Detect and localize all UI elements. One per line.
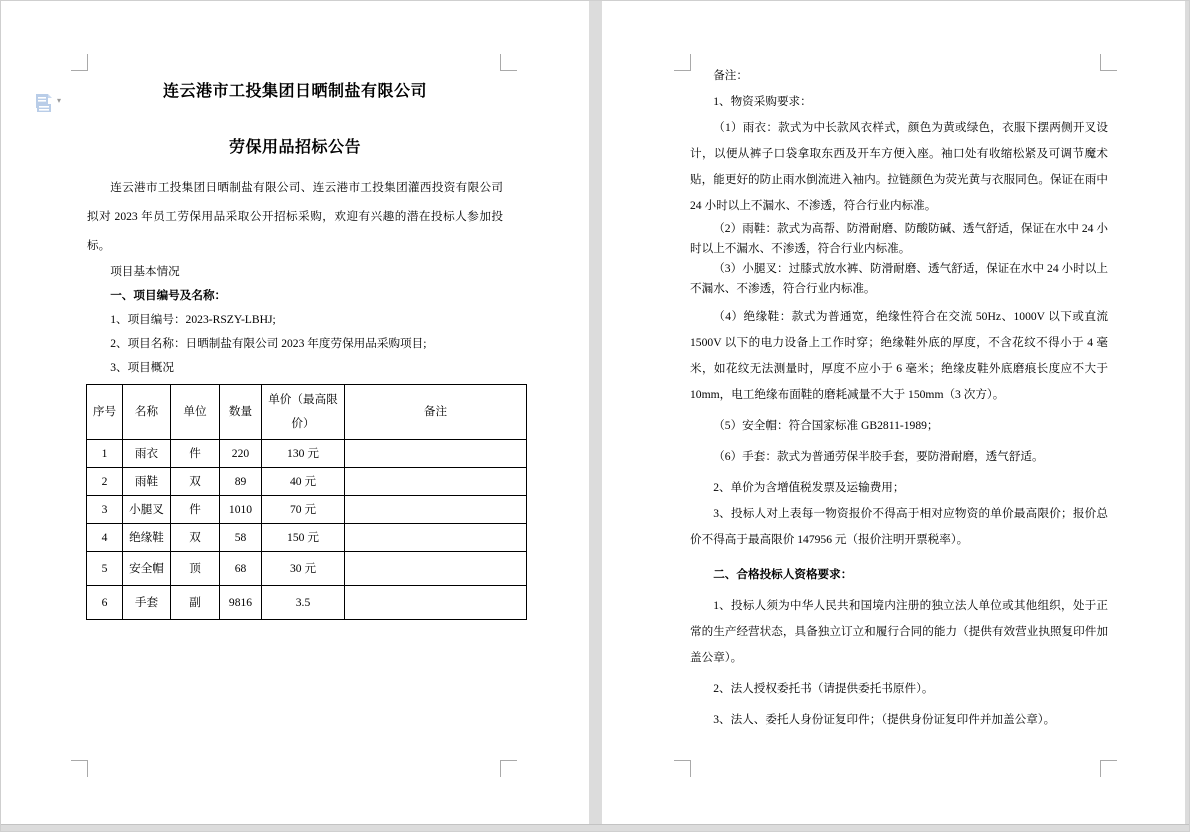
table-cell: 双 <box>171 524 220 552</box>
table-cell: 70 元 <box>262 496 345 524</box>
table-cell <box>345 586 527 620</box>
project-info-line: 1、项目编号：2023-RSZY-LBHJ; <box>110 313 276 326</box>
table-cell: 5 <box>87 552 123 586</box>
table-row <box>87 524 527 552</box>
section1-heading: 一、项目编号及名称： <box>110 289 227 302</box>
table-cell: 30 元 <box>262 552 345 586</box>
paste-options-icon <box>35 93 53 113</box>
table-cell: 2 <box>87 468 123 496</box>
table-cell: 件 <box>171 496 220 524</box>
table-header-cell: 单价（最高限价） <box>262 385 345 440</box>
text-boundary-mark-top-left <box>71 54 88 71</box>
paragraph: （1）雨衣：款式为中长款风衣样式，颜色为黄或绿色，衣服下摆两侧开叉设计，以便从裤子口袋拿取东西及开车方便入座。袖口处有收缩松紧及可调节魔术贴，能更好的防止雨水倒流进入袖内。拉链颜色为荧光黄与衣服同色。保证在雨中 24 小时以上不漏水、不渗透，符合行业内标准。 <box>690 121 1108 212</box>
paragraph: （4）绝缘鞋：款式为普通宽，绝缘性符合在交流 50Hz、1000V 以下或直流 1500V 以下的电力设备上工作时穿；绝缘鞋外底的厚度，不含花纹不得小于 4 毫米，如花纹无法测量时，厚度不应小于 6 毫米；绝缘皮鞋外底磨痕长度应不大于 10mm，电工绝缘布面鞋的磨耗减量不大于 150mm（3 次方）。 <box>690 310 1108 401</box>
paragraph: （2）雨鞋：款式为高帮、防滑耐磨、防酸防碱、透气舒适，保证在水中 24 小时以上不漏水、不渗透，符合行业内标准。 <box>690 222 1108 255</box>
paragraph: 1、物资采购要求： <box>713 95 812 108</box>
table-header-row <box>87 385 527 440</box>
page-1 <box>1 1 589 825</box>
table-header-cell: 单位 <box>171 385 220 440</box>
table-header-cell: 名称 <box>123 385 171 440</box>
project-info-list <box>87 308 503 380</box>
table-header-cell: 备注 <box>345 385 527 440</box>
table-cell: 雨鞋 <box>123 468 171 496</box>
table-cell: 89 <box>220 468 262 496</box>
page-bottom-gutter <box>1 824 1190 832</box>
table-row <box>87 440 527 468</box>
overview-label: 项目基本情况 <box>110 265 180 278</box>
table-cell: 3 <box>87 496 123 524</box>
paragraph: （5）安全帽：符合国家标准 GB2811-1989； <box>713 419 939 432</box>
table-header-cell: 序号 <box>87 385 123 440</box>
table-cell: 4 <box>87 524 123 552</box>
table-cell: 手套 <box>123 586 171 620</box>
table-row <box>87 468 527 496</box>
project-info-line: 2、项目名称：日晒制盐有限公司 2023 年度劳保用品采购项目; <box>110 337 427 350</box>
table-row <box>87 552 527 586</box>
procurement-items-table <box>86 384 527 620</box>
paste-options-button[interactable] <box>35 93 69 115</box>
table-cell <box>345 468 527 496</box>
table-cell: 双 <box>171 468 220 496</box>
text-boundary-mark-top-left <box>674 54 691 71</box>
intro-paragraph: 连云港市工投集团日晒制盐有限公司、连云港市工投集团灌西投资有限公司拟对 2023 年员工劳保用品采取公开招标采购，欢迎有兴趣的潜在投标人参加投标。 <box>87 181 503 252</box>
table-cell: 150 元 <box>262 524 345 552</box>
paragraph: 1、投标人须为中华人民共和国境内注册的独立法人单位或其他组织，处于正常的生产经营状态，具备独立订立和履行合同的能力（提供有效营业执照复印件加盖公章）。 <box>690 599 1108 664</box>
table-cell: 副 <box>171 586 220 620</box>
document-title: 连云港市工投集团日晒制盐有限公司 <box>162 83 427 100</box>
paragraph: 备注： <box>713 69 748 82</box>
project-info-line: 3、项目概况 <box>110 361 174 374</box>
table-header-cell: 数量 <box>220 385 262 440</box>
table-cell: 1 <box>87 440 123 468</box>
table-cell: 220 <box>220 440 262 468</box>
paragraph: 3、法人、委托人身份证复印件；（提供身份证复印件并加盖公章）。 <box>713 713 1056 726</box>
paragraph: （3）小腿叉：过膝式放水裤、防滑耐磨、透气舒适，保证在水中 24 小时以上不漏水、不渗透，符合行业内标准。 <box>690 262 1108 295</box>
table-cell: 安全帽 <box>123 552 171 586</box>
notes-section <box>690 63 1108 733</box>
table-row <box>87 586 527 620</box>
text-boundary-mark-bottom-left <box>674 760 691 777</box>
table-row <box>87 496 527 524</box>
table-cell <box>345 440 527 468</box>
table-cell: 顶 <box>171 552 220 586</box>
text-boundary-mark-top-right <box>500 54 517 71</box>
table-cell: 1010 <box>220 496 262 524</box>
table-cell: 件 <box>171 440 220 468</box>
paragraph: 2、单价为含增值税发票及运输费用； <box>713 481 905 494</box>
table-cell: 68 <box>220 552 262 586</box>
text-boundary-mark-bottom-right <box>1100 760 1117 777</box>
text-boundary-mark-bottom-left <box>71 760 88 777</box>
table-cell: 130 元 <box>262 440 345 468</box>
table-cell: 40 元 <box>262 468 345 496</box>
table-cell: 绝缘鞋 <box>123 524 171 552</box>
paragraph: 二、合格投标人资格要求： <box>713 568 853 581</box>
paragraph: 2、法人授权委托书（请提供委托书原件）。 <box>713 682 934 695</box>
table-cell: 9816 <box>220 586 262 620</box>
paragraph: 3、投标人对上表每一物资报价不得高于相对应物资的单价最高限价；报价总价不得高于最高限价 147956 元（报价注明开票税率）。 <box>690 507 1108 546</box>
table-cell <box>345 524 527 552</box>
table-cell <box>345 496 527 524</box>
table-cell: 小腿叉 <box>123 496 171 524</box>
table-cell: 58 <box>220 524 262 552</box>
dropdown-caret-icon: ▾ <box>57 96 62 105</box>
table-cell <box>345 552 527 586</box>
table-cell: 6 <box>87 586 123 620</box>
document-subtitle: 劳保用品招标公告 <box>228 139 361 156</box>
table-cell: 雨衣 <box>123 440 171 468</box>
table-cell: 3.5 <box>262 586 345 620</box>
paragraph: （6）手套：款式为普通劳保半胶手套，要防滑耐磨，透气舒适。 <box>713 450 1044 463</box>
page-2 <box>602 1 1185 825</box>
text-boundary-mark-bottom-right <box>500 760 517 777</box>
